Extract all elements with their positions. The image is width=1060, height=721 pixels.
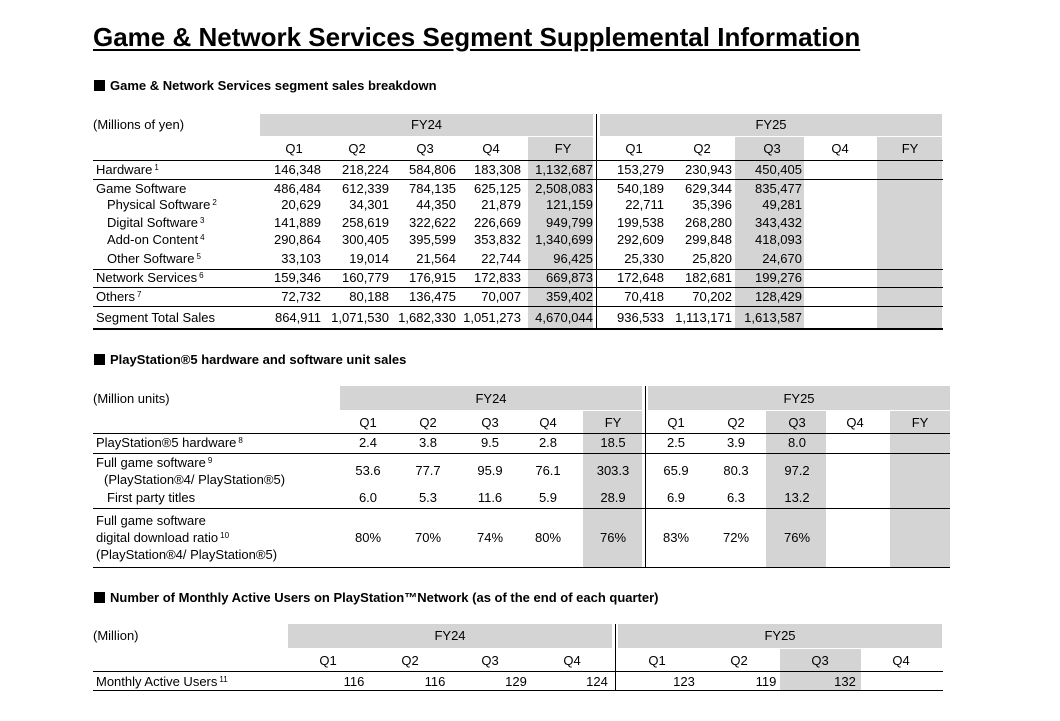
cell-value: 1,340,699 [535, 232, 593, 247]
footnote-marker: 2 [212, 198, 217, 207]
cell-value: 4,670,044 [535, 310, 593, 325]
footnote-marker: 3 [200, 216, 205, 225]
ps5-unit-label: (Million units) [93, 391, 170, 406]
cell-value: 2.8 [538, 435, 558, 450]
column-header: FY [554, 141, 572, 156]
cell-value: 153,279 [617, 162, 664, 177]
cell-value: 74% [476, 530, 504, 545]
cell-value: 21,564 [416, 251, 456, 266]
cell-value: 258,619 [342, 215, 389, 230]
cell-value: 70,007 [481, 289, 521, 304]
cell-value: 2,508,083 [535, 181, 593, 196]
cell-value: 450,405 [755, 162, 802, 177]
table-rule [93, 328, 943, 330]
mau-unit-label: (Million) [93, 628, 139, 643]
cell-value: 218,224 [342, 162, 389, 177]
cell-value: 72% [722, 530, 750, 545]
cell-value: 182,681 [685, 270, 732, 285]
cell-value: 123 [673, 674, 695, 689]
cell-value: 28.9 [600, 490, 626, 505]
cell-value: 2.4 [358, 435, 378, 450]
footnote-marker: 11 [219, 675, 228, 684]
cell-value: 176,915 [409, 270, 456, 285]
cell-value: 65.9 [663, 463, 689, 478]
cell-value: 80.3 [723, 463, 749, 478]
column-header: Q4 [563, 653, 581, 668]
column-header: Q1 [648, 653, 666, 668]
column-header: FY [604, 415, 622, 430]
page-title: Game & Network Services Segment Supplemental Information [93, 22, 861, 52]
row-label: Segment Total Sales [96, 310, 215, 325]
mau-section-heading: Number of Monthly Active Users on PlayStation™Network (as of the end of each quarter) [94, 590, 659, 605]
fy25-fy-column-shade [890, 411, 950, 568]
cell-value: 1,132,687 [535, 162, 593, 177]
cell-value: 1,682,330 [398, 310, 456, 325]
cell-value: 13.2 [784, 490, 810, 505]
cell-value: 80% [534, 530, 562, 545]
table-rule [93, 433, 950, 434]
cell-value: 132 [834, 674, 856, 689]
column-header: Q4 [482, 141, 500, 156]
cell-value: 303.3 [596, 463, 630, 478]
cell-value: 95.9 [477, 463, 503, 478]
column-header: Q2 [348, 141, 366, 156]
cell-value: 540,189 [617, 181, 664, 196]
cell-value: 2.5 [666, 435, 686, 450]
row-label: Monthly Active Users $^{11}$ [96, 674, 228, 689]
row-label: Add-on Content $^4$ [107, 232, 205, 247]
table-rule [93, 508, 950, 509]
cell-value: 290,864 [274, 232, 321, 247]
column-header: Q2 [730, 653, 748, 668]
cell-value: 3.9 [726, 435, 746, 450]
cell-value: 70% [414, 530, 442, 545]
cell-value: 784,135 [409, 181, 456, 196]
cell-value: 116 [424, 674, 446, 689]
cell-value: 129 [505, 674, 527, 689]
cell-value: 22,744 [481, 251, 521, 266]
cell-value: 395,599 [409, 232, 456, 247]
column-header: Q4 [539, 415, 557, 430]
column-header: Q1 [359, 415, 377, 430]
column-header: Q4 [831, 141, 849, 156]
footnote-marker: 7 [137, 290, 142, 299]
row-label: Others $^7$ [96, 289, 142, 304]
table-rule [93, 160, 943, 161]
column-header: Q3 [811, 653, 829, 668]
column-header: Q3 [481, 415, 499, 430]
bullet-square-icon [94, 80, 105, 91]
fy24-label: FY24 [475, 391, 507, 406]
cell-value: 96,425 [553, 251, 593, 266]
table-rule [93, 690, 943, 691]
cell-value: 300,405 [342, 232, 389, 247]
sales-section-heading: Game & Network Services segment sales breakdown [94, 78, 437, 93]
cell-value: 34,301 [349, 197, 389, 212]
footnote-marker: 6 [199, 271, 204, 280]
cell-value: 612,339 [342, 181, 389, 196]
footnote-marker: 10 [220, 531, 230, 540]
cell-value: 20,629 [281, 197, 321, 212]
cell-value: 128,429 [755, 289, 802, 304]
column-header: Q4 [892, 653, 910, 668]
cell-value: 199,538 [617, 215, 664, 230]
cell-value: 70,418 [624, 289, 664, 304]
row-label: Other Software $^5$ [107, 251, 201, 266]
cell-value: 11.6 [477, 490, 503, 505]
cell-value: 44,350 [416, 197, 456, 212]
row-label: Hardware $^1$ [96, 162, 159, 177]
cell-value: 3.8 [418, 435, 438, 450]
cell-value: 172,833 [474, 270, 521, 285]
cell-value: 159,346 [274, 270, 321, 285]
cell-value: 292,609 [617, 232, 664, 247]
cell-value: 77.7 [415, 463, 441, 478]
column-header: FY [901, 141, 919, 156]
bullet-square-icon [94, 592, 105, 603]
cell-value: 80% [354, 530, 382, 545]
column-header: Q4 [846, 415, 864, 430]
cell-value: 268,280 [685, 215, 732, 230]
cell-value: 33,103 [281, 251, 321, 266]
row-label: PlayStation®5 hardware $^8$ [96, 435, 243, 450]
column-header: Q3 [416, 141, 434, 156]
cell-value: 121,159 [546, 197, 593, 212]
row-label: Full game software $^9$ [96, 455, 213, 470]
cell-value: 70,202 [692, 289, 732, 304]
cell-value: 136,475 [409, 289, 456, 304]
row-label: Physical Software $^2$ [107, 197, 217, 212]
cell-value: 172,648 [617, 270, 664, 285]
column-header: Q3 [763, 141, 781, 156]
table-rule [93, 306, 943, 307]
cell-value: 936,533 [617, 310, 664, 325]
table-rule [93, 453, 950, 454]
table-rule [93, 179, 943, 180]
fy25-label: FY25 [783, 391, 815, 406]
cell-value: 584,806 [409, 162, 456, 177]
footnote-marker: 9 [207, 456, 213, 465]
column-header: Q3 [788, 415, 806, 430]
cell-value: 35,396 [692, 197, 732, 212]
footnote-marker: 1 [154, 163, 159, 172]
fy24-label: FY24 [410, 117, 443, 132]
cell-value: 83% [662, 530, 690, 545]
cell-value: 864,911 [274, 310, 321, 325]
row-label: Digital Software $^3$ [107, 215, 205, 230]
cell-value: 949,799 [546, 215, 593, 230]
fy25-label: FY25 [755, 117, 787, 132]
column-header: Q3 [481, 653, 499, 668]
cell-value: 8.0 [787, 435, 807, 450]
cell-value: 629,344 [685, 181, 732, 196]
cell-value: 21,879 [481, 197, 521, 212]
cell-value: 22,711 [625, 197, 664, 212]
ps5-section-heading: PlayStation®5 hardware and software unit sales [94, 352, 406, 367]
cell-value: 343,432 [755, 215, 802, 230]
row-label: (PlayStation®4/ PlayStation®5) [104, 472, 286, 487]
cell-value: 19,014 [349, 251, 389, 266]
cell-value: 835,477 [755, 181, 802, 196]
cell-value: 119 [755, 674, 777, 689]
cell-value: 359,402 [546, 289, 593, 304]
sales-unit-label: (Millions of yen) [93, 117, 185, 132]
cell-value: 25,820 [692, 251, 732, 266]
cell-value: 24,670 [762, 251, 802, 266]
cell-value: 18.5 [600, 435, 626, 450]
cell-value: 5.9 [538, 490, 558, 505]
cell-value: 72,732 [281, 289, 321, 304]
footnote-marker: 8 [238, 436, 243, 445]
cell-value: 486,484 [274, 181, 321, 196]
cell-value: 1,113,171 [675, 310, 732, 325]
cell-value: 353,832 [474, 232, 521, 247]
cell-value: 80,188 [349, 289, 389, 304]
row-label: Game Software [96, 181, 187, 196]
column-header: Q1 [667, 415, 685, 430]
column-header: Q2 [727, 415, 745, 430]
table-rule [93, 567, 950, 568]
table-rule [93, 269, 943, 270]
cell-value: 1,071,530 [331, 310, 389, 325]
fy25-label: FY25 [764, 628, 796, 643]
fy24-label: FY24 [434, 628, 466, 643]
cell-value: 97.2 [784, 463, 810, 478]
row-label: Network Services $^6$ [96, 270, 204, 285]
table-rule [93, 671, 943, 672]
cell-value: 9.5 [480, 435, 500, 450]
cell-value: 299,848 [685, 232, 732, 247]
cell-value: 226,669 [474, 215, 521, 230]
cell-value: 146,348 [274, 162, 321, 177]
column-header: Q1 [625, 141, 643, 156]
cell-value: 76.1 [535, 463, 561, 478]
fy25-fy-column-shade [877, 137, 942, 329]
footnote-marker: 5 [196, 252, 201, 261]
cell-value: 625,125 [474, 181, 521, 196]
cell-value: 76% [783, 530, 811, 545]
cell-value: 6.3 [726, 490, 746, 505]
column-header: FY [911, 415, 929, 430]
column-header: Q1 [285, 141, 303, 156]
cell-value: 5.3 [418, 490, 438, 505]
cell-value: 418,093 [755, 232, 802, 247]
row-label: First party titles [107, 490, 196, 505]
cell-value: 322,622 [409, 215, 456, 230]
cell-value: 6.0 [358, 490, 378, 505]
row-label: Full game software [96, 513, 206, 528]
column-header: Q2 [401, 653, 419, 668]
cell-value: 53.6 [355, 463, 381, 478]
row-label: digital download ratio $^{10}$ [96, 530, 230, 545]
cell-value: 6.9 [666, 490, 686, 505]
cell-value: 183,308 [474, 162, 521, 177]
column-header: Q1 [319, 653, 337, 668]
cell-value: 199,276 [755, 270, 802, 285]
cell-value: 124 [586, 674, 608, 689]
cell-value: 76% [599, 530, 627, 545]
cell-value: 116 [343, 674, 365, 689]
cell-value: 160,779 [342, 270, 389, 285]
cell-value: 1,051,273 [463, 310, 521, 325]
cell-value: 230,943 [685, 162, 732, 177]
cell-value: 141,889 [274, 215, 321, 230]
column-header: Q2 [693, 141, 711, 156]
bullet-square-icon [94, 354, 105, 365]
cell-value: 1,613,587 [744, 310, 802, 325]
row-label: (PlayStation®4/ PlayStation®5) [96, 547, 278, 562]
cell-value: 49,281 [762, 197, 802, 212]
column-header: Q2 [419, 415, 437, 430]
table-rule [93, 287, 943, 288]
footnote-marker: 4 [200, 233, 205, 242]
cell-value: 669,873 [546, 270, 593, 285]
cell-value: 25,330 [624, 251, 664, 266]
